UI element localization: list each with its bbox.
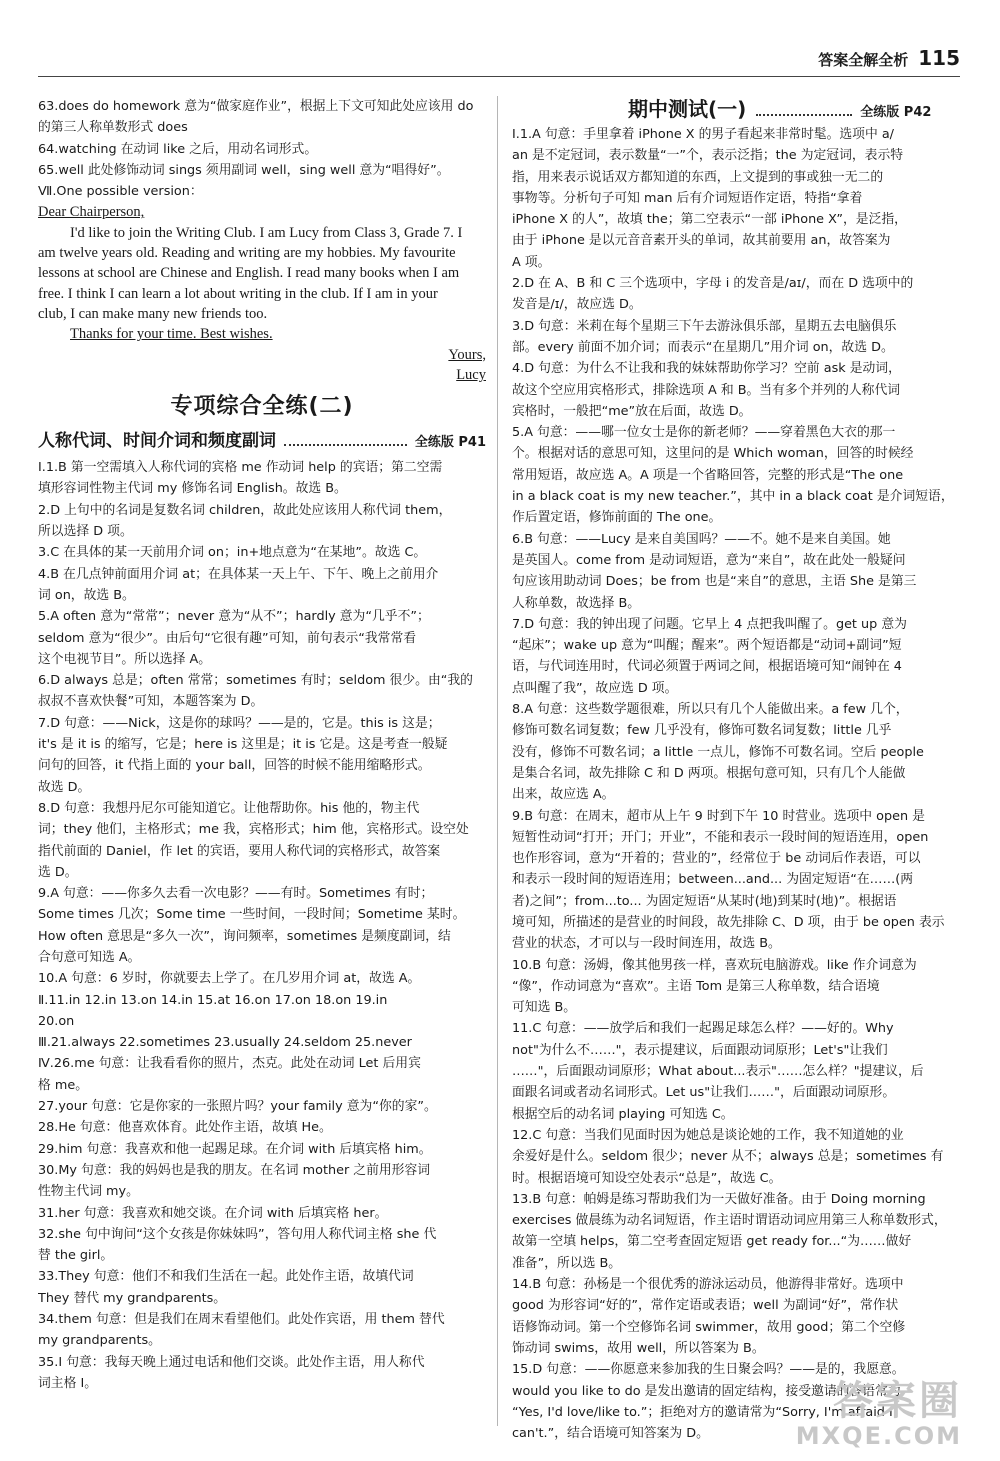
answer-line: 指代前面的 Daniel，作 let 的宾语，要用人称代词的宾格形式，故答案 [38,843,441,859]
answer-line: 32.she 句中询问“这个女孩是你妹妹吗”，答句用人称代词主格 she 代 [38,1226,437,1242]
answer-line: Ⅶ.One possible version： [38,184,203,200]
answer-line: 者)之间”；from...to... 为固定短语“从某时(地)到某时(地)”。根据语 [512,893,897,909]
section-title: 专项综合全练(二) [170,394,354,420]
answer-line: 词；they 他们，主格形式；me 我，宾格形式；him 他，宾格形式。设空处 [38,822,469,838]
answer-line: 2.D 在 A、B 和 C 三个选项中，字母 i 的发音是/aɪ/，而在 D 选项中的 [512,276,914,292]
answer-line: 28.He 句意：他喜欢体育。此处作主语，故填 He。 [38,1120,332,1136]
answer-line: Ⅳ.26.me 句意：让我看看你的照片，杰克。此处在动词 Let 后用宾 [38,1056,421,1072]
left-column [38,96,486,1394]
answer-line: 语修饰动词。第一个空修饰名词 swimmer，故用 good；第二个空修 [512,1319,906,1335]
answer-line: 35.I 句意：我每天晚上通过电话和他们交谈。此处作主语，用人称代 [38,1354,425,1370]
answer-line: ……"，后面跟动词原形；What about...表示"……怎么样？"提建议，后 [512,1064,924,1080]
answer-line: Some times 几次；Some time 一些时间，一段时间；Sometime 某时。 [38,907,466,923]
answer-line: 事物等。分析句子可知 man 后有介词短语作定语，特指“拿着 [512,190,863,206]
answer-line: 65.well 此处修饰动词 sings 须用副词 well，sing well 意为“唱得好”。 [38,162,450,178]
answer-line: 人称单数，故选择 B。 [512,595,641,611]
answer-line: They 替代 my grandparents。 [38,1290,227,1306]
answer-line: 个。根据对话的意思可知，这里问的是 Which woman，回答的时候经 [512,446,914,462]
test-title-name: 期中测试(一) [628,97,747,121]
watermark-text: 答案圈 [833,1378,962,1424]
answer-line: 14.B 句意：孙杨是一个很优秀的游泳运动员，他游得非常好。选项中 [512,1277,904,1293]
letter-closing: Thanks for your time. Best wishes. [70,326,273,343]
answer-line: 余爱好是什么。seldom 很少；never 从不；always 总是；sometimes 有 [512,1149,944,1165]
dotted-leader [284,444,407,446]
left-top-answers [38,96,486,202]
answer-line: 问句的回答，it 代指上面的 your ball，回答的时候不能用缩略形式。 [38,758,431,774]
signature-name: Lucy [456,366,486,383]
letter-line: lessons at school are Chinese and English. I read many books when I am [38,265,460,282]
answer-line: 面跟名词或者动名词形式。Let us"让我们……"，后面跟动词原形。 [512,1085,896,1101]
column-divider [497,96,498,1426]
header-rule [38,76,960,77]
answer-line: 时。根据语境可知设空处表示“总是”，故选 C。 [512,1170,782,1186]
answer-line: 27.your 句意：它是你家的一张照片吗？your family 意为“你的家”。 [38,1099,437,1115]
answer-line: would you like to do 是发出邀请的固定结构，接受邀请的答语常为 [512,1383,901,1399]
answer-line: 15.D 句意：——你愿意来参加我的生日聚会吗？——是的，我愿意。 [512,1362,905,1378]
sub-title-name: 人称代词、时间介词和频度副词 [38,431,276,452]
answer-line: 5.A often 意为“常常”；never 意为“从不”；hardly 意为“几乎不”； [38,609,430,625]
answer-line: 3.C 在具体的某一天前用介词 on；in+地点意为“在某地”。故选 C。 [38,545,427,561]
answer-line: “像”，作动词意为“喜欢”。主语 Tom 是第三人称单数，结合语境 [512,978,880,994]
answer-line: A 项。 [512,254,551,270]
answer-line: 替 the girl。 [38,1248,114,1264]
answer-line: 故选 D。 [38,779,91,795]
answer-line: 作后置定语，修饰前面的 The one。 [512,510,722,526]
answer-line: 9.B 句意：在周末，超市从上午 9 时到下午 10 时营业。选项中 open 是 [512,808,925,824]
answer-line: my grandparents。 [38,1333,161,1349]
answer-line: in a black coat is my new teacher.”，其中 in a black coat 是介词短语， [512,489,954,505]
answer-line: 34.them 句意：但是我们在周末看望他们。此处作宾语，用 them 替代 [38,1312,445,1328]
answer-line: 由于 iPhone 是以元音音素开头的单词，故其前要用 an，故答案为 [512,233,891,249]
answer-line: it's 是 it is 的缩写，它是；here is 这里是；it is 它是。这是考查一般疑 [38,737,448,753]
letter-line: I'd like to join the Writing Club. I am Lucy from Class 3, Grade 7. I [70,224,463,241]
answer-line: 宾格时，一般把“me”放在后面，故选 D。 [512,403,752,419]
answer-line: 10.B 句意：汤姆，像其他男孩一样，喜欢玩电脑游戏。like 作介词意为 [512,957,917,973]
answer-line: exercises 做晨练为动名词短语，作主语时谓语动词应用第三人称单数形式， [512,1213,947,1229]
answer-line: 12.C 句意：当我们见面时因为她总是谈论她的工作，我不知道她的业 [512,1127,904,1143]
answer-line: 是集合名词，故先排除 C 和 D 两项。根据句意可知，只有几个人能做 [512,765,906,781]
page-number: 115 [918,46,960,70]
answer-line: 29.him 句意：我喜欢和他一起踢足球。在介词 with 后填宾格 him。 [38,1141,432,1157]
answer-line: 是英国人。come from 是动词短语，意为“来自”，故在此处一般疑问 [512,552,906,568]
answer-line: 常用短语，故应选 A。A 项是一个省略回答，完整的形式是“The one [512,467,904,483]
answer-line: 选 D。 [38,864,78,880]
answer-line: Ⅰ.1.B 第一空需填入人称代词的宾格 me 作动词 help 的宾语；第二空需 [38,460,443,476]
answer-line: 境可知，所描述的是营业的时间段，故先排除 C、D 项，由于 be open 表示 [512,914,945,930]
answer-line: 指，用来表示说话双方都知道的东西，上文提到的事或独一无二的 [512,169,884,185]
answer-line: 也作形容词，意为“开着的；营业的”，经常位于 be 动词后作表语，可以 [512,851,921,867]
answer-line: 点叫醒了我”，故应选 D 项。 [512,680,678,696]
letter-greeting: Dear Chairperson, [38,204,145,221]
answer-line: 7.D 句意：——Nick，这是你的球吗？——是的，它是。this is 这是； [38,715,441,731]
letter-body [38,223,486,324]
answer-line: 叔叔不喜欢快餐”可知，本题答案为 D。 [38,694,264,710]
answer-line: 发音是/ɪ/，故应选 D。 [512,297,642,313]
answer-line: 合句意可知选 A。 [38,949,141,965]
watermark-logo [796,1379,962,1449]
answer-line: 和表示一段时间的短语连用；between...and... 为固定短语“在……(两 [512,872,914,888]
left-answer-list [38,457,486,1394]
answer-line: How often 意思是“多久一次”，询问频率，sometimes 是频度副词，结 [38,928,451,944]
answer-line: “Yes, I'd love/like to.”；拒绝对方的邀请常为“Sorry, I'm afraid I [512,1404,893,1420]
answer-line: 10.A 句意：6 岁时，你就要去上学了。在几岁用介词 at，故选 A。 [38,971,421,987]
answer-line: 63.does do homework 意为“做家庭作业”，根据上下文可知此处应该用 do [38,99,474,114]
answer-line: 的第三人称单数形式 does [38,120,188,136]
answer-line: can't.”，结合语境可知答案为 D。 [512,1426,709,1442]
answer-line: 饰动词 swims，故用 well，所以答案为 B。 [512,1340,765,1356]
answer-line: 修饰可数名词复数；few 几乎没有，修饰可数名词复数；little 几乎 [512,723,892,739]
letter-line: club, I can make many new friends too. [38,305,268,322]
answer-line: 部。every 前面不加介词；而表示“在星期几”用介词 on，故选 D。 [512,339,894,355]
answer-line: 7.D 句意：我的钟出现了问题。它早上 4 点把我叫醒了。get up 意为 [512,616,907,632]
answer-line: 短暂性动词“打开；开门；开业”，不能和表示一段时间的短语连用，open [512,829,929,845]
answer-line: 这个电视节目”。所以选择 A。 [38,651,212,667]
answer-line: 11.C 句意：——放学后和我们一起踢足球怎么样？——好的。Why [512,1021,894,1037]
answer-line: “起床”；wake up 意为“叫醒；醒来”。两个短语都是“动词+副词”短 [512,638,902,654]
answer-line: 句应该用助动词 Does；be from 也是“来自”的意思，主语 She 是第三 [512,574,917,590]
answer-line: 填形容词性物主代词 my 修饰名词 English。故选 B。 [38,481,347,497]
right-column [512,96,962,1444]
answer-line: 没有，修饰不可数名词；a little 一点儿，修饰不可数名词。空后 people [512,744,924,760]
dotted-leader [756,114,852,116]
answer-line: 3.D 句意：米莉在每个星期三下午去游泳俱乐部，星期五去电脑俱乐 [512,318,897,334]
answer-line: 语，与代词连用时，代词必须置于两词之间，根据语境可知“闹钟在 4 [512,659,902,675]
answer-line: 31.her 句意：我喜欢和她交谈。在介词 with 后填宾格 her。 [38,1205,388,1221]
answer-line: 8.A 句意：这些数学题很难，所以只有几个人能做出来。a few 几个， [512,702,909,718]
answer-line: 6.B 句意：——Lucy 是来自美国吗？——不。她不是来自美国。她 [512,531,891,547]
answer-line: 6.D always 总是；often 常常；sometimes 有时；seldom 很少。由“我的 [38,673,473,689]
answer-line: not"为什么不……"，表示提建议，后面跟动词原形；Let's"让我们 [512,1042,888,1058]
right-answer-list [512,124,962,1444]
answer-line: an 是不定冠词，表示数量“一”个，表示泛指；the 为定冠词，表示特 [512,148,904,164]
answer-line: 词主格 I。 [38,1375,98,1391]
answer-line: 词 on，故选 B。 [38,587,135,603]
answer-line: Ⅱ.11.in 12.in 13.on 14.in 15.at 16.on 17.on 18.on 19.in [38,992,388,1008]
header-title: 答案全解全析 [818,51,909,69]
answer-line: 8.D 句意：我想丹尼尔可能知道它。让他帮助你。his 他的，物主代 [38,800,420,816]
answer-line: 2.D 上句中的名词是复数名词 children，故此处应该用人称代词 them， [38,502,452,518]
answer-line: 性物主代词 my。 [38,1184,139,1200]
answer-line: 所以选择 D 项。 [38,524,133,540]
answer-line: 33.They 句意：他们不和我们生活在一起。此处作主语，故填代词 [38,1269,414,1285]
answer-line: 5.A 句意：——哪一位女士是你的新老师？——穿着黑色大衣的那一 [512,425,896,441]
answer-line: 30.My 句意：我的妈妈也是我的朋友。在名词 mother 之前用形容词 [38,1162,431,1178]
answer-line: Ⅰ.1.A 句意：手里拿着 iPhone X 的男子看起来非常时髦。选项中 a/ [512,127,894,142]
signature-line: Yours, [448,346,486,363]
sub-title-ref: 全练版 P41 [414,435,486,451]
answer-line: 可知选 B。 [512,1000,577,1016]
answer-line: 4.B 在几点钟前面用介词 at；在具体某一天上午、下午、晚上之前用介 [38,566,439,582]
test-title-ref: 全练版 P42 [860,105,932,120]
page-header [818,46,960,70]
sub-title [38,429,486,453]
answer-line: 20.on [38,1013,75,1029]
answer-line: 13.B 句意：帕姆是练习帮助我们为一天做好准备。由于 Doing morning [512,1191,926,1207]
test-title [512,96,962,122]
answer-line: 4.D 句意：为什么不让我和我的妹妹帮助你学习？空前 ask 是动词， [512,361,901,377]
answer-line: 出来，故应选 A。 [512,787,615,803]
answer-line: 营业的状态，才可以与一段时间连用，故选 B。 [512,936,781,952]
letter-line: am twelve years old. Reading and writing are my hobbies. My favourite [38,245,456,262]
answer-line: 故这个空应用宾格形式，排除选项 A 和 B。当有多个并列的人称代词 [512,382,901,398]
watermark-url: MXQE.COM [795,1422,962,1450]
answer-line: 准备”，所以选 B。 [512,1255,622,1271]
answer-line: 格 me。 [38,1077,89,1093]
answer-line: 9.A 句意：——你多久去看一次电影？——有时。Sometimes 有时； [38,886,434,902]
answer-line: seldom 意为“很少”。由后句“它很有趣”可知，前句表示“我常常看 [38,630,417,646]
answer-line: 故第一空填 helps，第二空考查固定短语 get ready for...“为……做好 [512,1234,912,1250]
answer-line: Ⅲ.21.always 22.sometimes 23.usually 24.seldom 25.never [38,1035,412,1051]
answer-line: good 为形容词“好的”，常作定语或表语；well 为副词“好”，常作状 [512,1298,899,1314]
answer-line: iPhone X 的人”，故填 the；第二空表示“一部 iPhone X”，是泛指， [512,212,907,228]
answer-line: 64.watching 在动词 like 之后，用动名词形式。 [38,141,318,157]
answer-line: 根据空后的动名词 playing 可知选 C。 [512,1106,734,1122]
letter-line: free. I think I can learn a lot about writing in the club. If I am in your [38,285,438,302]
